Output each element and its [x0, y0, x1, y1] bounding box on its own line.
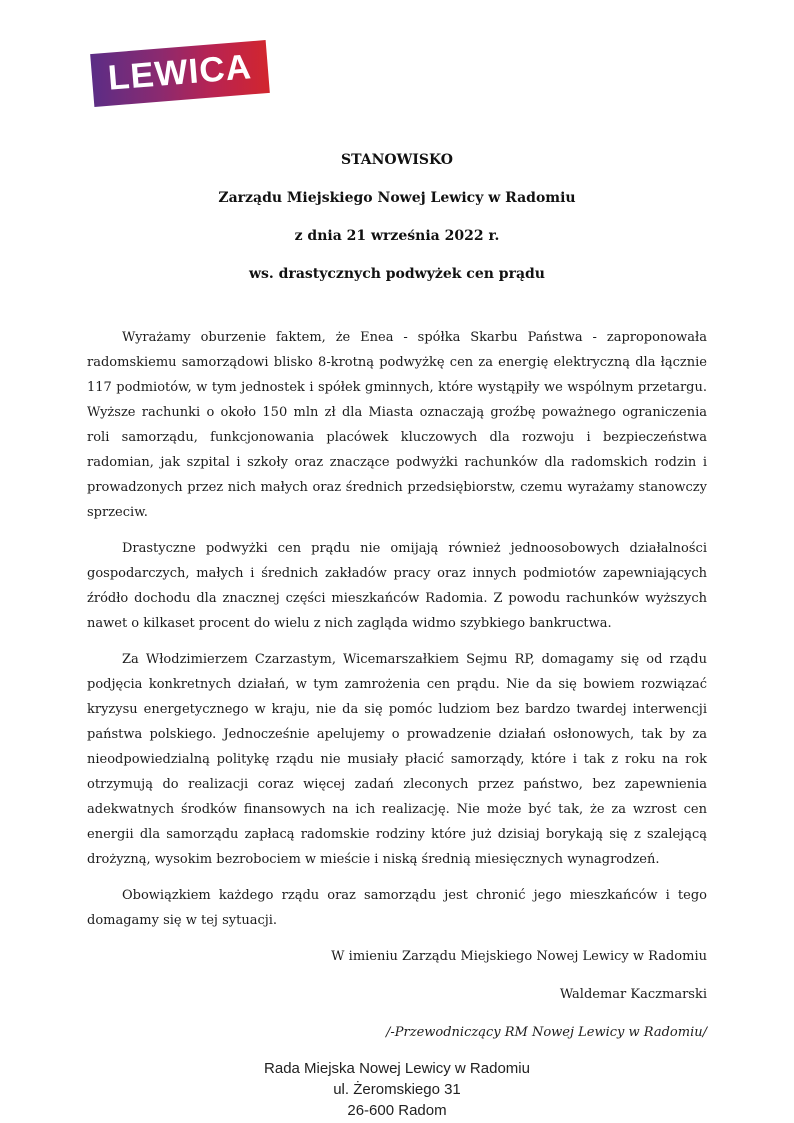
footer-address [87, 1058, 707, 1121]
signoff-role: /-Przewodniczący RM Nowej Lewicy w Radomiu/ [386, 1025, 707, 1040]
heading-subject: ws. drastycznych podwyżek cen prądu [249, 266, 545, 282]
paragraph-1: Wyrażamy oburzenie faktem, że Enea - spółka Skarbu Państwa - zaproponowała radomskiemu samorządowi blisko 8-krotną podwyżkę cen za energię elektryczną dla łącznie 117 podmiotów, w tym jednostek i spółek gminnych, które wystąpiły we wspólnym przetargu. Wyższe rachunki o około 150 mln zł dla Miasta oznaczają groźbę poważnego ograniczenia roli samorządu, funkcjonowania placówek kluczowych dla rozwoju i bezpieczeństwa radomian, jak szpital i szkoły oraz znaczące podwyżki rachunków dla radomskich rodzin i prowadzonych przez nich małych oraz średnich przedsiębiorstw, czemu wyrażamy stanowczy sprzeciw. [87, 330, 707, 520]
document-header [87, 0, 707, 293]
paragraph-2: Drastyczne podwyżki cen prądu nie omijają również jednoosobowych działalności gospodarczych, małych i średnich zakładów pracy oraz innych podmiotów zapewniających źródło dochodu dla znacznej części mieszkańców Radomia. Z powodu rachunków wyższych nawet o kilkaset procent do wielu z nich zagląda widmo szybkiego bankructwa. [87, 541, 707, 631]
heading-issuer: Zarządu Miejskiego Nowej Lewicy w Radomiu [218, 190, 576, 206]
signoff-on-behalf: W imieniu Zarządu Miejskiego Nowej Lewicy w Radomiu [331, 949, 707, 964]
heading-doc-type: STANOWISKO [341, 152, 453, 168]
document-body [87, 325, 707, 933]
signature-block [87, 944, 707, 1045]
paragraph-3: Za Włodzimierzem Czarzastym, Wicemarszałkiem Sejmu RP, domagamy się od rządu podjęcia konkretnych działań, w tym zamrożenia cen prądu. Nie da się bowiem rozwiązać kryzysu energetycznego w kraju, nie da się pomóc ludziom bez bardzo twardej interwencji państwa polskiego. Jednocześnie apelujemy o prowadzenie działań osłonowych, tak by za nieodpowiedzialną politykę rządu nie musiały płacić samorządy, które i tak z roku na rok otrzymują do realizacji coraz więcej zadań zleconych przez państwo, bez zapewnienia adekwatnych środków finansowych na ich realizację. Nie może być tak, że za wzrost cen energii dla samorządu zapłacą radomskie rodziny które już dzisiaj borykają się z szalejącą drożyzną, wysokim bezrobociem w mieście i niską średnią miesięcznych wynagrodzeń. [87, 652, 707, 867]
footer-organization: Rada Miejska Nowej Lewicy w Radomiu [264, 1060, 530, 1077]
footer-street: ul. Żeromskiego 31 [333, 1081, 461, 1098]
signoff-name: Waldemar Kaczmarski [559, 987, 707, 1002]
footer-postal-city: 26-600 Radom [347, 1102, 447, 1119]
lewica-logo-text: LEWICA [106, 47, 254, 98]
paragraph-4: Obowiązkiem każdego rządu oraz samorządu jest chronić jego mieszkańców i tego domagamy się w tej sytuacji. [87, 888, 707, 928]
heading-date: z dnia 21 września 2022 r. [294, 228, 500, 244]
